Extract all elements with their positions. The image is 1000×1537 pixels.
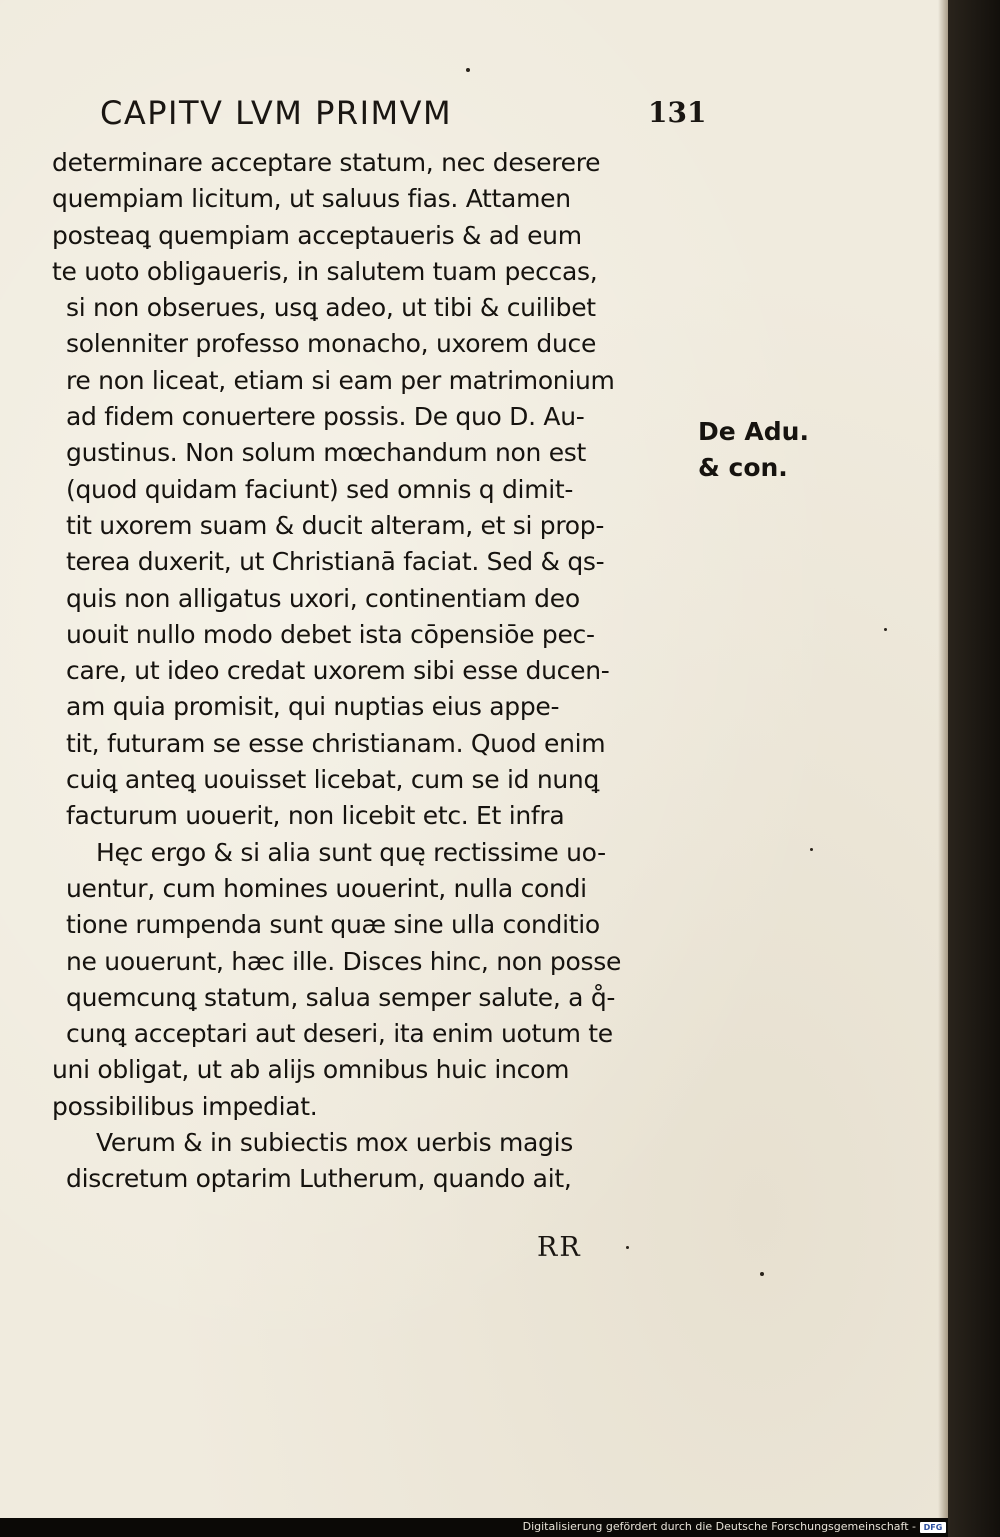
funding-credit: Digitalisierung gefördert durch die Deutsche Forschungsgemeinschaft - <box>522 1520 916 1533</box>
text-line: posteaꝗ quempiam acceptaueris & ad eum <box>52 220 582 250</box>
text-line: quempiam licitum, ut saluus fias. Attamen <box>52 184 571 214</box>
text-line: gustinus. Non solum mœchandum non est <box>66 438 587 468</box>
marginal-note-line: De Adu. <box>698 417 809 446</box>
text-line: facturum uouerit, non licebit etc. Et infra <box>66 801 565 831</box>
text-line: ad fidem conuertere possis. De quo D. Au- <box>66 402 585 432</box>
dfg-logo: DFG <box>920 1522 946 1533</box>
text-line: uni obligat, ut ab alijs omnibus huic incom <box>52 1055 570 1085</box>
running-head: CAPITV LVM PRIMVM <box>100 94 453 132</box>
page-edge-shadow <box>938 0 948 1518</box>
text-line: te uoto obligaueris, in salutem tuam peccas, <box>52 256 598 286</box>
paper-speck <box>626 1246 629 1249</box>
book-spine <box>948 0 1000 1537</box>
text-line: si non obserues, usꝗ adeo, ut tibi & cuilibet <box>66 293 596 323</box>
text-line: terea duxerit, ut Christianā faciat. Sed & qs- <box>66 547 605 577</box>
text-line: care, ut ideo credat uxorem sibi esse ducen- <box>66 656 610 686</box>
text-line: Hęc ergo & si alia sunt quę rectissime uo- <box>96 837 606 867</box>
text-line: re non liceat, etiam si eam per matrimonium <box>66 365 615 395</box>
text-line: quemcunꝗ statum, salua semper salute, a q̊- <box>66 982 616 1012</box>
text-line: Verum & in subiectis mox uerbis magis <box>96 1128 573 1158</box>
signature-mark: RR <box>537 1232 582 1263</box>
folio-number: 131 <box>648 96 707 129</box>
text-line: am quia promisit, qui nuptias eius appe- <box>66 692 560 722</box>
page-header <box>100 94 707 144</box>
text-line: tione rumpenda sunt quæ sine ulla conditio <box>66 910 600 940</box>
paper-speck <box>884 628 887 631</box>
text-line: determinare acceptare statum, nec deserere <box>52 148 601 177</box>
text-line: cunꝗ acceptari aut deseri, ita enim uotum te <box>66 1019 613 1049</box>
text-line: solenniter professo monacho, uxorem duce <box>66 329 597 359</box>
text-line: uouit nullo modo debet ista cōpensiōe pec- <box>66 619 595 649</box>
body-text <box>52 145 692 1198</box>
text-line: ne uouerunt, hæc ille. Disces hinc, non posse <box>66 946 622 976</box>
text-line: quis non alligatus uxori, continentiam deo <box>66 583 580 613</box>
marginal-note <box>698 414 848 487</box>
text-line: tit, futuram se esse christianam. Quod enim <box>66 728 606 758</box>
text-line: cuiꝗ anteꝗ uouisset licebat, cum se id nunꝗ <box>66 765 600 795</box>
digitization-footer <box>522 1518 948 1537</box>
text-line: possibilibus impediat. <box>52 1091 318 1121</box>
paper-speck <box>466 68 470 72</box>
marginal-note-line: & con. <box>698 453 788 483</box>
paper-speck <box>760 1272 764 1276</box>
text-line: (quod quidam faciunt) sed omnis q dimit- <box>66 474 574 504</box>
text-line: tit uxorem suam & ducit alteram, et si prop- <box>66 510 605 540</box>
text-line: discretum optarim Lutherum, quando ait, <box>66 1164 572 1194</box>
paper-speck <box>810 848 813 851</box>
text-line: uentur, cum homines uouerint, nulla condi <box>66 873 587 903</box>
